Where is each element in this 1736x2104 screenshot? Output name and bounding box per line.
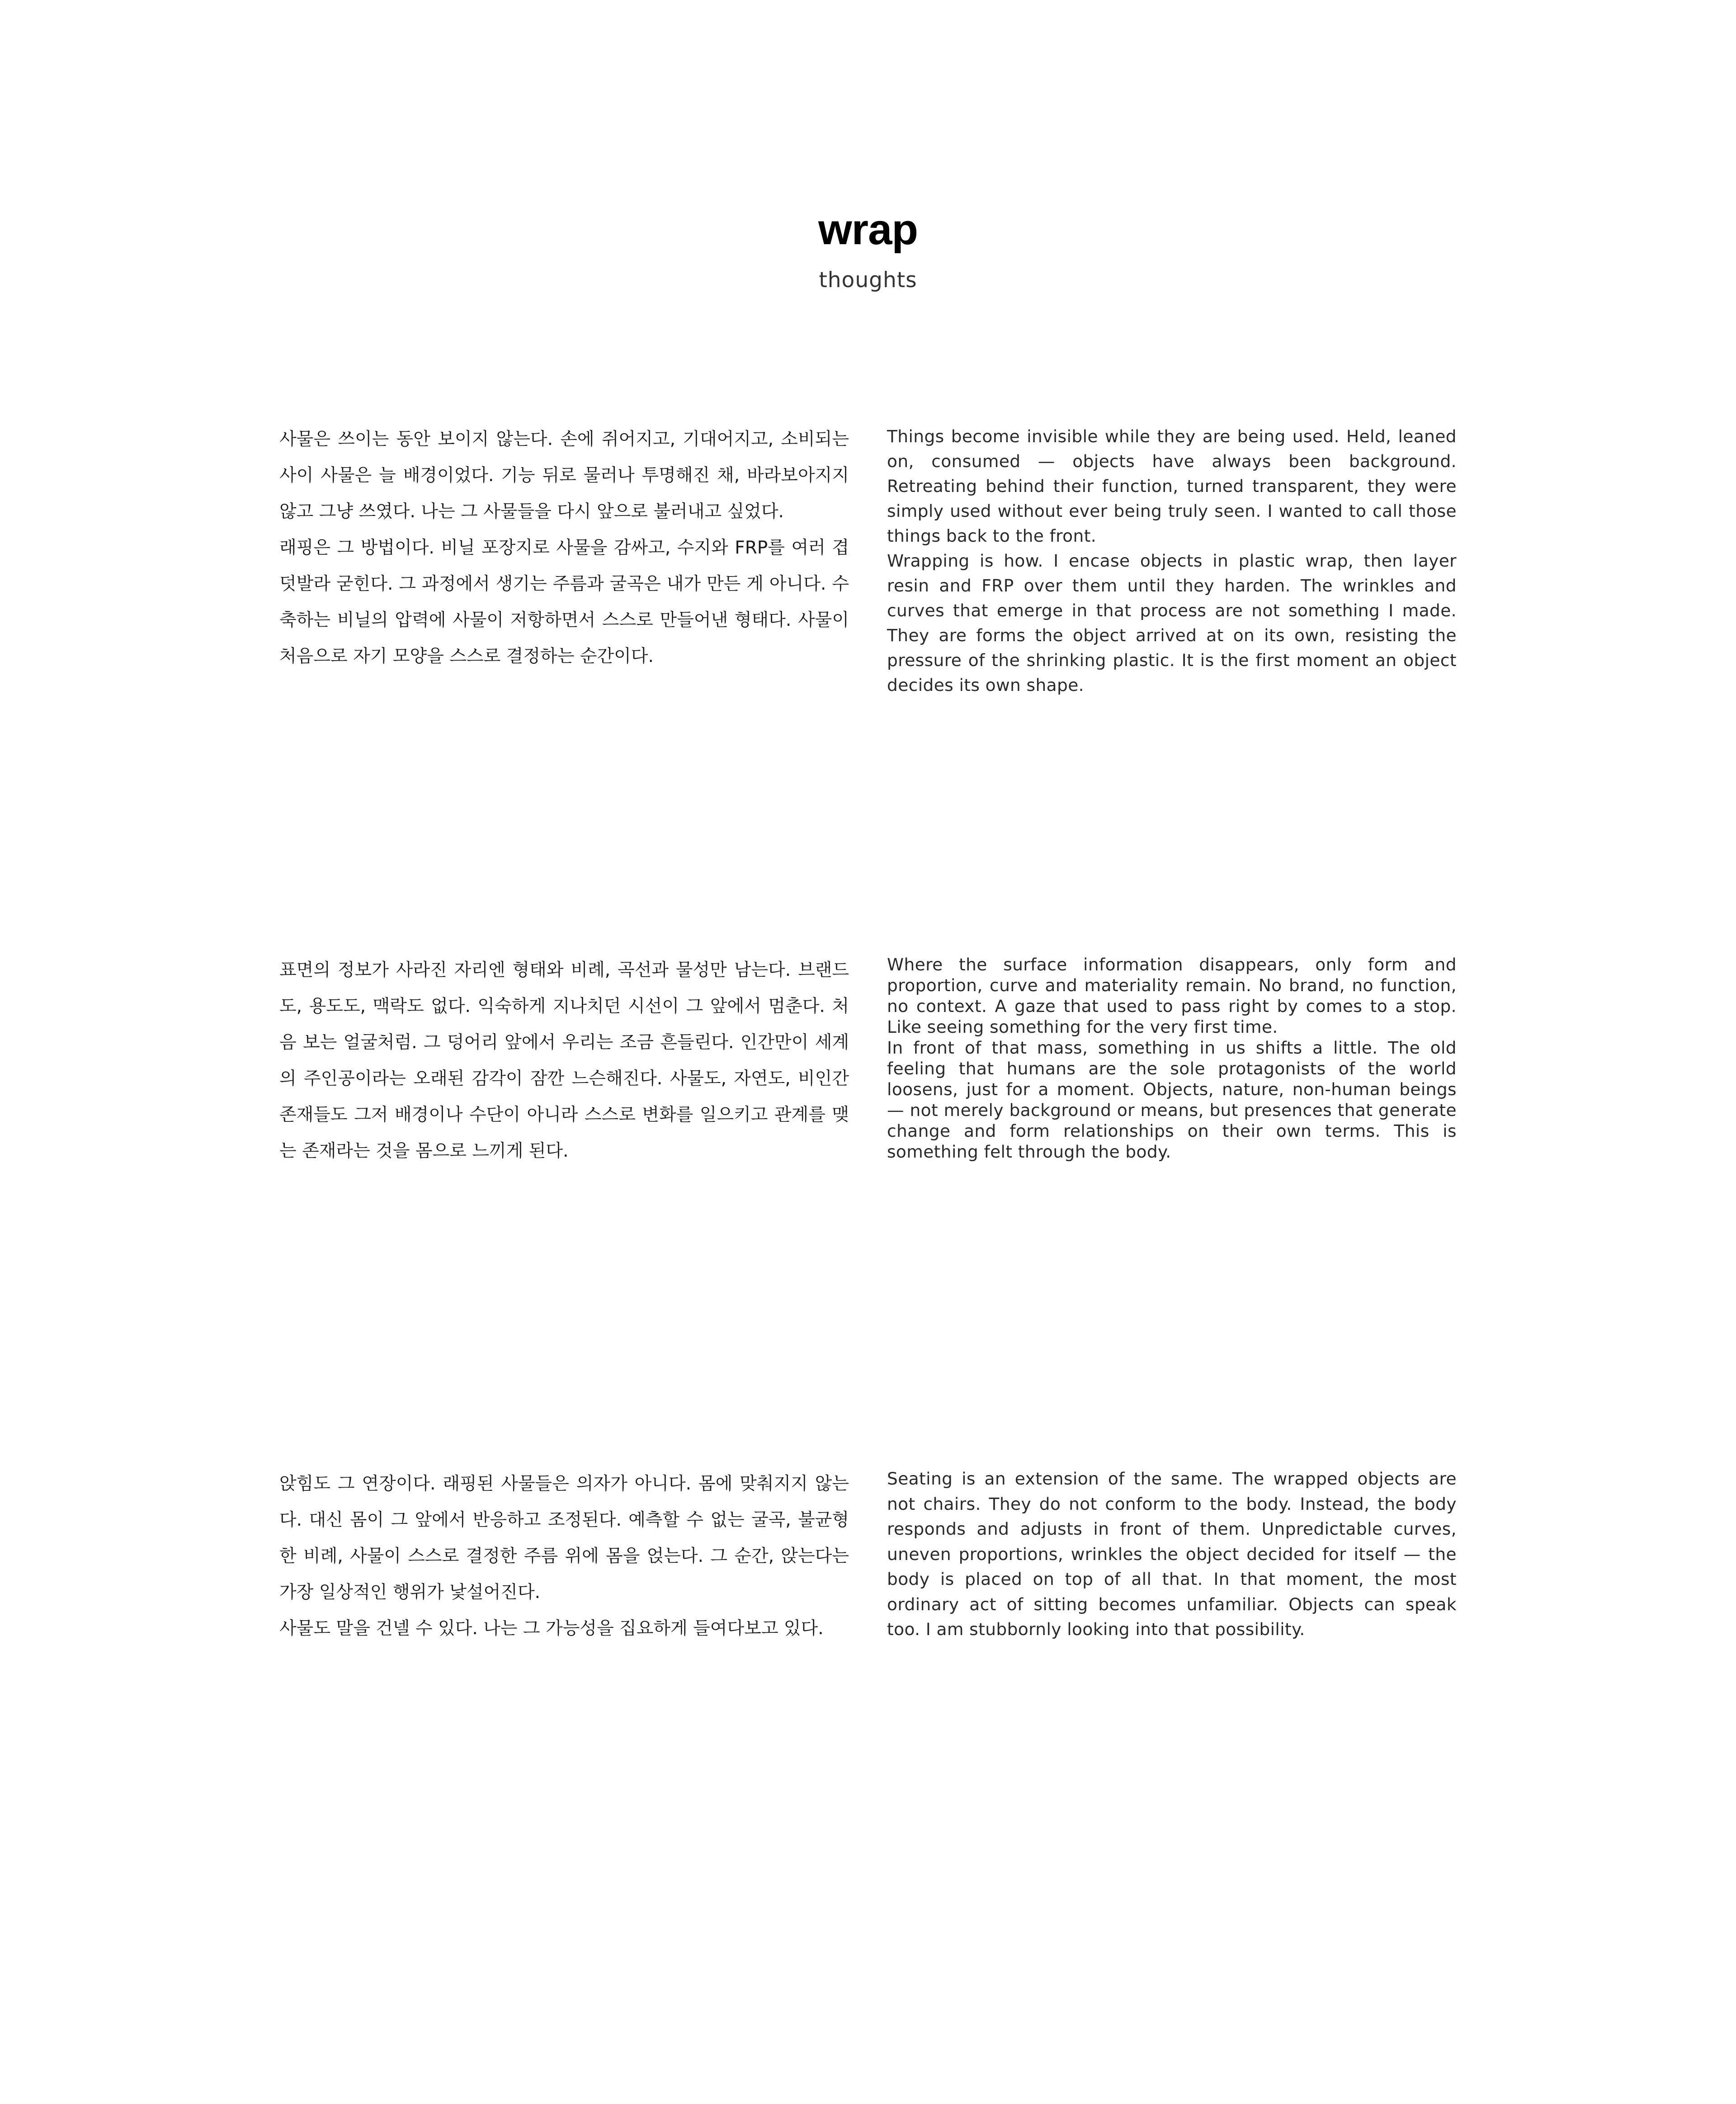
section-3-korean-text <box>279 1466 849 1647</box>
page-subtitle: thoughts <box>819 268 917 293</box>
section-2-english-paragraph-2: In front of that mass, something in us shifts a little. The old feeling that humans are the sole protagonists of the world loosens, just for a moment. Objects, nature, non-human beings — not merely background or means, but presences that generate change and form relationships on their own terms. This is something felt through the body. <box>887 1038 1457 1162</box>
section-2-english-paragraph-1: Where the surface information disappears, only form and proportion, curve and materiality remain. No brand, no function, no context. A gaze that used to pass right by comes to a stop. Like seeing something for the very first time. <box>887 955 1457 1037</box>
page-title: wrap <box>818 205 918 254</box>
section-1-korean-paragraph-1: 사물은 쓰이는 동안 보이지 않는다. 손에 쥐어지고, 기대어지고, 소비되는 사이 사물은 늘 배경이었다. 기능 뒤로 물러나 투명해진 채, 바라보아지지 않고 그냥 쓰였다. 나는 그 사물들을 다시 앞으로 불러내고 싶었다. <box>279 429 849 522</box>
section-2-korean-paragraph-1: 표면의 정보가 사라진 자리엔 형태와 비례, 곡선과 물성만 남는다. 브랜드도, 용도도, 맥락도 없다. 익숙하게 지나치던 시선이 그 앞에서 멈춘다. 처음 보는 얼굴처럼. 그 덩어리 앞에서 우리는 조금 흔들린다. 인간만이 세계의 주인공이라는 오래된 감각이 잠깐 느슨해진다. 사물도, 자연도, 비인간 존재들도 그저 배경이나 수단이 아니라 스스로 변화를 일으키고 관계를 맺는 존재라는 것을 몸으로 느끼게 된다. <box>279 960 849 1161</box>
section-3-korean-paragraph-1: 앉힘도 그 연장이다. 래핑된 사물들은 의자가 아니다. 몸에 맞춰지지 않는다. 대신 몸이 그 앞에서 반응하고 조정된다. 예측할 수 없는 굴곡, 불균형한 비례, 사물이 스스로 결정한 주름 위에 몸을 얹는다. 그 순간, 앉는다는 가장 일상적인 행위가 낯설어진다. <box>279 1474 849 1603</box>
section-1-korean-paragraph-2: 래핑은 그 방법이다. 비닐 포장지로 사물을 감싸고, 수지와 FRP를 여러 겹 덧발라 굳힌다. 그 과정에서 생기는 주름과 굴곡은 내가 만든 게 아니다. 수축하는 비닐의 압력에 사물이 저항하면서 스스로 만들어낸 형태다. 사물이 처음으로 자기 모양을 스스로 결정하는 순간이다. <box>279 538 849 667</box>
section-1-english-paragraph-2: Wrapping is how. I encase objects in plastic wrap, then layer resin and FRP over them until they harden. The wrinkles and curves that emerge in that process are not something I made. They are forms the object arrived at on its own, resisting the pressure of the shrinking plastic. It is the first moment an object decides its own shape. <box>887 551 1457 695</box>
section-2-english-text <box>887 954 1457 1162</box>
section-1-english-paragraph-1: Things become invisible while they are being used. Held, leaned on, consumed — objects have always been background. Retreating behind their function, turned transparent, they were simply used without ever being truly seen. I wanted to call those things back to the front. <box>887 426 1457 546</box>
section-3-english-text <box>887 1466 1457 1642</box>
section-3-english-paragraph-1: Seating is an extension of the same. The wrapped objects are not chairs. They do not conform to the body. Instead, the body responds and adjusts in front of them. Unpredictable curves, uneven proportions, wrinkles the object decided for itself — the body is placed on top of all that. In that moment, the most ordinary act of sitting becomes unfamiliar. Objects can speak too. I am stubbornly looking into that possibility. <box>887 1469 1457 1639</box>
section-1-english-text <box>887 424 1457 698</box>
section-1-korean-text <box>279 421 849 675</box>
section-3-korean-paragraph-2: 사물도 말을 건넬 수 있다. 나는 그 가능성을 집요하게 들여다보고 있다. <box>279 1618 824 1639</box>
section-2-korean-text <box>279 952 849 1169</box>
